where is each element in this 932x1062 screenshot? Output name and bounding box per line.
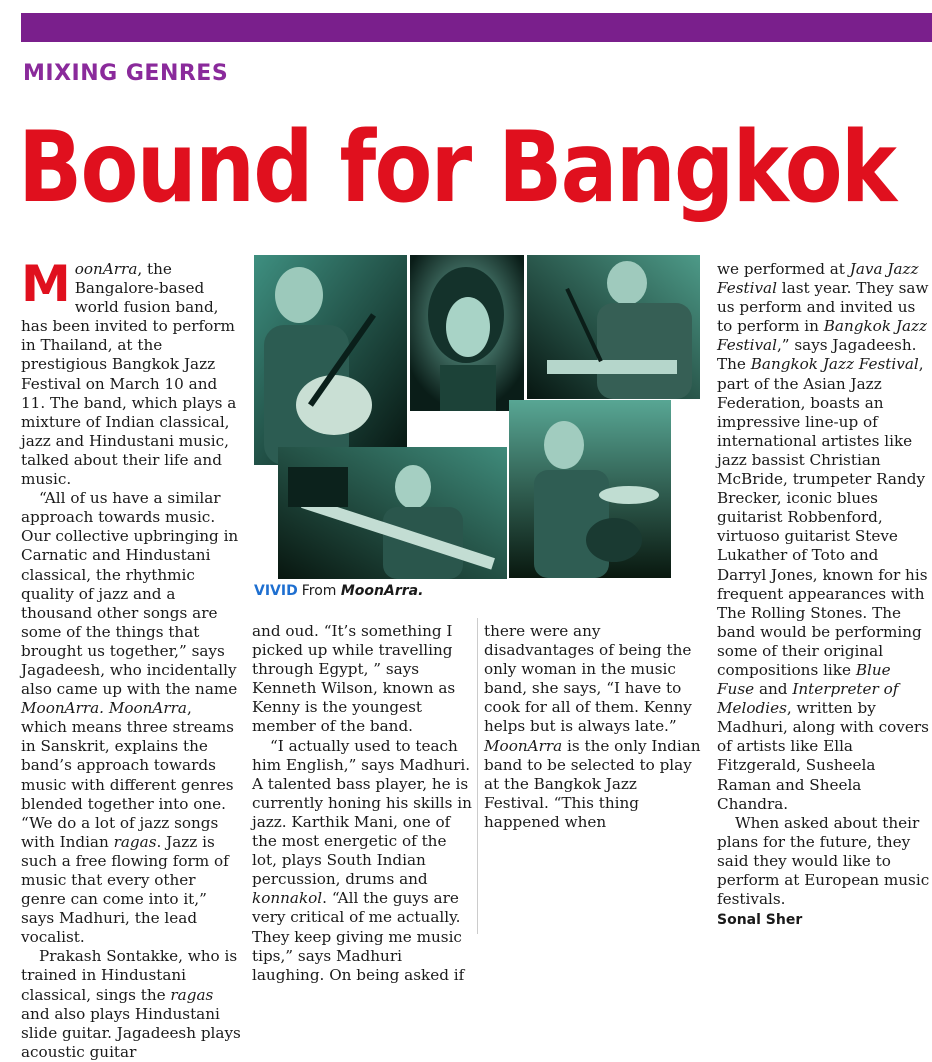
paragraph: and oud. “It’s something I picked up while travelling through Egypt, ” says Kenneth Wilson, known as Kenny is the youngest member of the band. [252, 622, 456, 736]
headline: Bound for Bangkok [18, 111, 896, 225]
section-kicker: MIXING GENRES [23, 61, 229, 86]
paragraph: When asked about their plans for the future, they said they would like to perform at European music festivals. [717, 813, 930, 909]
photo-vocalist [410, 255, 524, 411]
paragraph: Prakash Sontakke, who is trained in Hindustani classical, sings the ragas and also plays Hindustani slide guitar. Jagadeesh plays acoustic guitar [21, 947, 241, 1061]
photo-slide-guitarist [527, 255, 700, 399]
article-column-2 [252, 622, 472, 985]
paragraph: MoonArra, the Bangalore-based world fusion band, has been invited to perform in Thailand, at the prestigious Bangkok Jazz Festival on March 10 and 11. The band, which plays a mixture of Indian classical, jazz and Hindustani music, talked about their life and music. [21, 255, 237, 489]
paragraph: “I actually used to teach him English,” says Madhuri. A talented bass player, he is currently honing his skills in jazz. Karthik Mani, one of the most energetic of the lot, plays South Indian percussion, drums and konnakol. “All the guys are very critical of me actually. They keep giving me music tips,” says Madhuri laughing. On being asked if [252, 736, 472, 984]
paragraph: “All of us have a similar approach towards music. Our collective upbringing in Carnatic and Hindustani classical, the rhythmic quality of jazz and a thousand other songs are some of the things that brought us together,” says Jagadeesh, who incidentally also came up with the name MoonArra. MoonArra, which means three streams in Sanskrit, explains the band’s approach towards music with different genres blended together into one. “We do a lot of jazz songs with Indian ragas. Jazz is such a free flowing form of music that every other genre can come into it,” says Madhuri, the lead vocalist. [21, 489, 239, 947]
drop-cap: M [21, 255, 71, 313]
byline: Sonal Sher [717, 912, 803, 929]
photo-caption: VIVID From MoonArra. [254, 583, 424, 599]
article-column-3 [484, 622, 704, 832]
paragraph: there were any disadvantages of being the only woman in the music band, she says, “I have to cook for all of them. Kenny helps but is always late.” MoonArra is the only Indian band to be selected to play at the Bangkok Jazz Festival. “This thing happened when [484, 622, 701, 831]
photo-percussionist [509, 400, 671, 578]
photo-bassist [278, 447, 507, 579]
column-divider [477, 618, 478, 934]
paragraph: we performed at Java Jazz Festival last year. They saw us perform and invited us to perform in Bangkok Jazz Festival,” says Jagadeesh. The Bangkok Jazz Festival, part of the Asian Jazz Federation, boasts an impressive line-up of international artistes like jazz bassist Christian McBride, trumpeter Randy Brecker, iconic blues guitarist Robbenford, virtuoso guitarist Steve Lukather of Toto and Darryl Jones, known for his frequent appearances with The Rolling Stones. The band would be performing some of their original compositions like Blue Fuse and Interpreter of Melodies, written by Madhuri, along with covers of artists like Ella Fitzgerald, Susheela Raman and Sheela Chandra. [717, 260, 929, 813]
article-column-4 [717, 260, 932, 930]
caption-label: VIVID [254, 583, 298, 599]
photo-guitarist [254, 255, 407, 465]
article-column-1 [21, 255, 241, 1062]
top-color-bar [21, 13, 932, 42]
